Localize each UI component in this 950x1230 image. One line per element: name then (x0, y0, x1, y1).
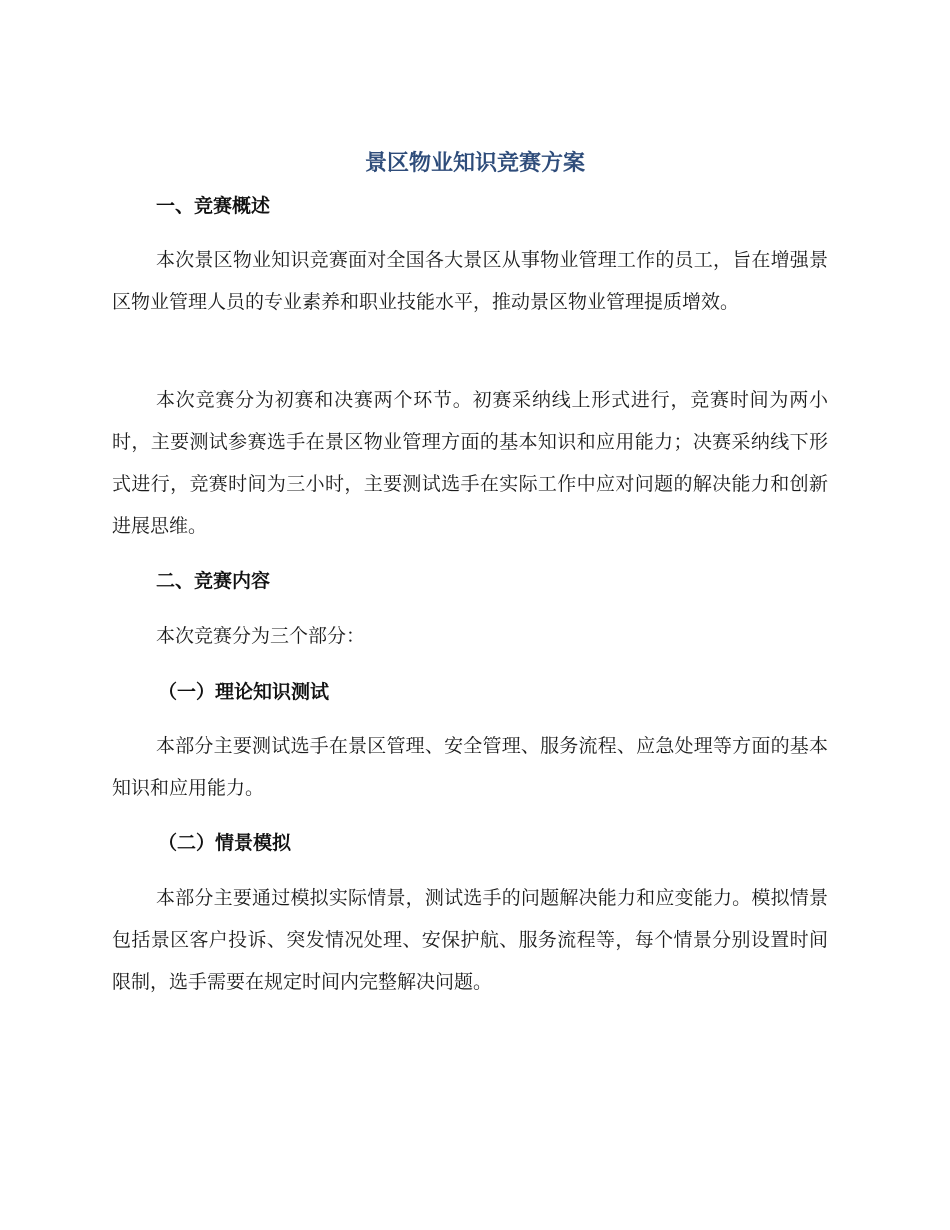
subsection-heading-scenario-simulation: （二）情景模拟 (158, 832, 292, 854)
document-title: 景区物业知识竞赛方案 (364, 151, 585, 176)
content-intro-paragraph: 本次竞赛分为三个部分： (156, 625, 366, 647)
overview-paragraph-1: 本次景区物业知识竞赛面对全国各大景区从事物业管理工作的员工，旨在增强景区物业管理人员的专业素养和职业技能水平，推动景区物业管理提质增效。 (112, 249, 828, 313)
section-heading-overview: 一、竞赛概述 (156, 195, 271, 217)
overview-paragraph-2: 本次竞赛分为初赛和决赛两个环节。初赛采纳线上形式进行，竞赛时间为两小时，主要测试参赛选手在景区物业管理方面的基本知识和应用能力；决赛采纳线下形式进行，竞赛时间为三小时，主要测试选手在实际工作中应对问题的解决能力和创新进展思维。 (112, 389, 828, 537)
section-heading-content: 二、竞赛内容 (156, 570, 271, 592)
scenario-simulation-paragraph: 本部分主要通过模拟实际情景，测试选手的问题解决能力和应变能力。模拟情景包括景区客户投诉、突发情况处理、安保护航、服务流程等，每个情景分别设置时间限制，选手需要在规定时间内完整解决问题。 (112, 887, 828, 993)
subsection-heading-theory-test: （一）理论知识测试 (158, 681, 330, 703)
theory-test-paragraph: 本部分主要测试选手在景区管理、安全管理、服务流程、应急处理等方面的基本知识和应用能力。 (112, 735, 828, 799)
